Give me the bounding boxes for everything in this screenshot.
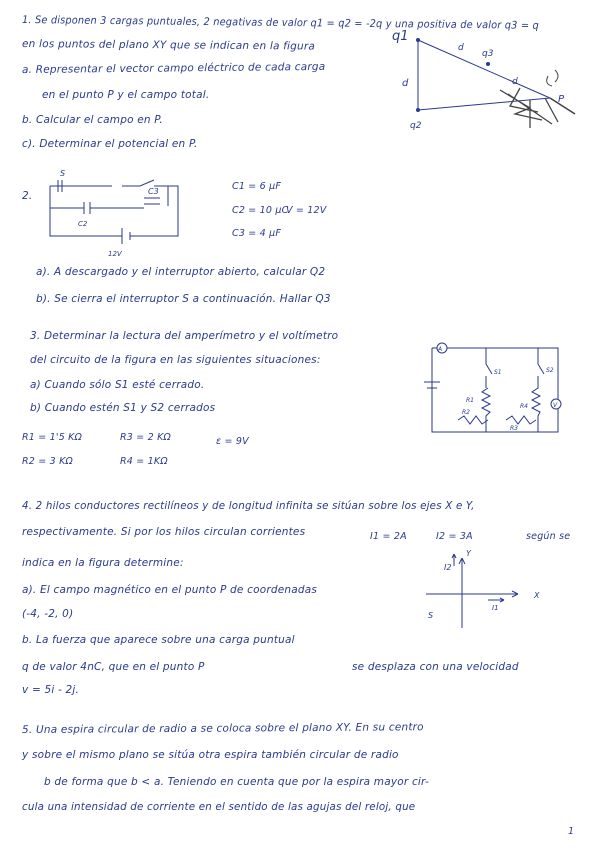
label-p: P — [558, 94, 565, 105]
problem2-item-a: a). A descargado y el interruptor abierto, calcular Q2 — [36, 266, 326, 278]
label-q3: q3 — [482, 49, 494, 59]
label-d-mid: d — [512, 77, 518, 87]
charge-q3-dot — [486, 62, 490, 66]
problem4-item-a-2: (-4, -2, 0) — [22, 608, 74, 620]
label-r1: R1 — [466, 397, 474, 404]
label-s2: S2 — [546, 367, 554, 374]
label-axis-y: Y — [466, 549, 471, 558]
charge-q1-dot — [416, 38, 420, 42]
label-s1: S1 — [494, 369, 502, 376]
problem4-line2a: respectivamente. Si por los hilos circulan corrientes — [22, 526, 306, 538]
problem4-i2: I2 = 3A — [436, 531, 473, 542]
problem1-item-c: c). Determinar el potencial en P. — [22, 138, 198, 150]
problem2-v: V = 12V — [286, 205, 327, 216]
label-r4: R4 — [520, 403, 528, 410]
wires-axes-figure — [408, 544, 558, 634]
page-number: 1 — [568, 826, 575, 837]
problem3-line1: 3. Determinar la lectura del amperímetro y el voltímetro — [30, 330, 339, 342]
label-r3: R3 — [510, 425, 518, 432]
problem4-line2b: según se — [526, 531, 571, 542]
label-i1-fig: I1 — [492, 604, 499, 612]
problem4-item-a-1: a). El campo magnético en el punto P de coordenadas — [22, 584, 318, 596]
problem3-r2: R2 = 3 KΩ — [22, 456, 73, 467]
label-r2: R2 — [462, 409, 470, 416]
charge-q2-dot — [416, 108, 420, 112]
label-q1: q1 — [392, 29, 409, 44]
problem5-line2: y sobre el mismo plano se sitúa otra espira también circular de radio — [22, 749, 399, 761]
problem2-c1: C1 = 6 μF — [232, 181, 282, 192]
problem5-line1: 5. Una espira circular de radio a se coloca sobre el plano XY. En su centro — [21, 721, 424, 736]
problem3-r4: R4 = 1KΩ — [120, 456, 168, 467]
problem3-r1: R1 = 1'5 KΩ — [22, 432, 83, 443]
problem4-item-b-1: b. La fuerza que aparece sobre una carga puntual — [22, 634, 295, 646]
label-axis-x: X — [534, 591, 540, 600]
problem4-item-b-3: v = 5i - 2j. — [22, 684, 80, 696]
label-c2-fig: C2 — [78, 220, 88, 228]
label-c3-fig: C3 — [148, 187, 159, 196]
label-d-top: d — [458, 43, 464, 53]
problem1-item-a-2: en el punto P y el campo total. — [42, 89, 210, 101]
problem3-r3: R3 = 2 KΩ — [120, 432, 171, 443]
problem4-line1: 4. 2 hilos conductores rectilíneos y de longitud infinita se sitúan sobre los ejes X e Y, — [22, 500, 475, 512]
label-a: A — [438, 346, 443, 353]
problem1-line2: en los puntos del plano XY que se indican en la figura — [21, 38, 316, 53]
label-d-left: d — [402, 78, 409, 89]
problem3-item-b: b) Cuando estén S1 y S2 cerrados — [30, 402, 216, 414]
charges-figure — [380, 28, 580, 138]
label-s: S — [60, 169, 66, 178]
label-v-fig: 12V — [108, 250, 122, 258]
problem3-e: ε = 9V — [216, 436, 249, 447]
problem5-line4: cula una intensidad de corriente en el sentido de las agujas del reloj, que — [22, 801, 416, 813]
problem3-item-a: a) Cuando sólo S1 esté cerrado. — [30, 379, 205, 391]
problem2-item-b: b). Se cierra el interruptor S a continuación. Hallar Q3 — [36, 293, 331, 305]
problem2-c2: C2 = 10 μC — [232, 205, 289, 216]
problem1-item-a-1: a. Representar el vector campo eléctrico de cada carga — [21, 60, 326, 76]
label-v: V — [553, 402, 558, 409]
problem5-line3: b de forma que b < a. Teniendo en cuenta que por la espira mayor cir- — [44, 776, 429, 788]
problem3-line2: del circuito de la figura en las siguientes situaciones: — [30, 354, 321, 366]
problem2-number: 2. — [22, 190, 33, 202]
problem4-item-b-2a: q de valor 4nC, que en el punto P — [22, 661, 205, 673]
problem1-item-b: b. Calcular el campo en P. — [22, 114, 163, 126]
problem1-line1: 1. Se disponen 3 cargas puntuales, 2 negativas de valor q1 = q2 = -2q y una positiva de valor q3 = q — [21, 14, 540, 32]
problem2-c3: C3 = 4 μF — [232, 228, 282, 239]
capacitor-circuit-figure — [44, 170, 194, 256]
problem4-i1: I1 = 2A — [370, 531, 407, 542]
label-q2: q2 — [410, 121, 422, 131]
problem4-item-b-2b: se desplaza con una velocidad — [352, 661, 519, 673]
label-i2-fig: I2 — [444, 563, 452, 572]
resistor-circuit-figure — [418, 336, 568, 444]
problem4-line3: indica en la figura determine: — [22, 557, 184, 569]
label-s-fig: S — [428, 611, 434, 620]
